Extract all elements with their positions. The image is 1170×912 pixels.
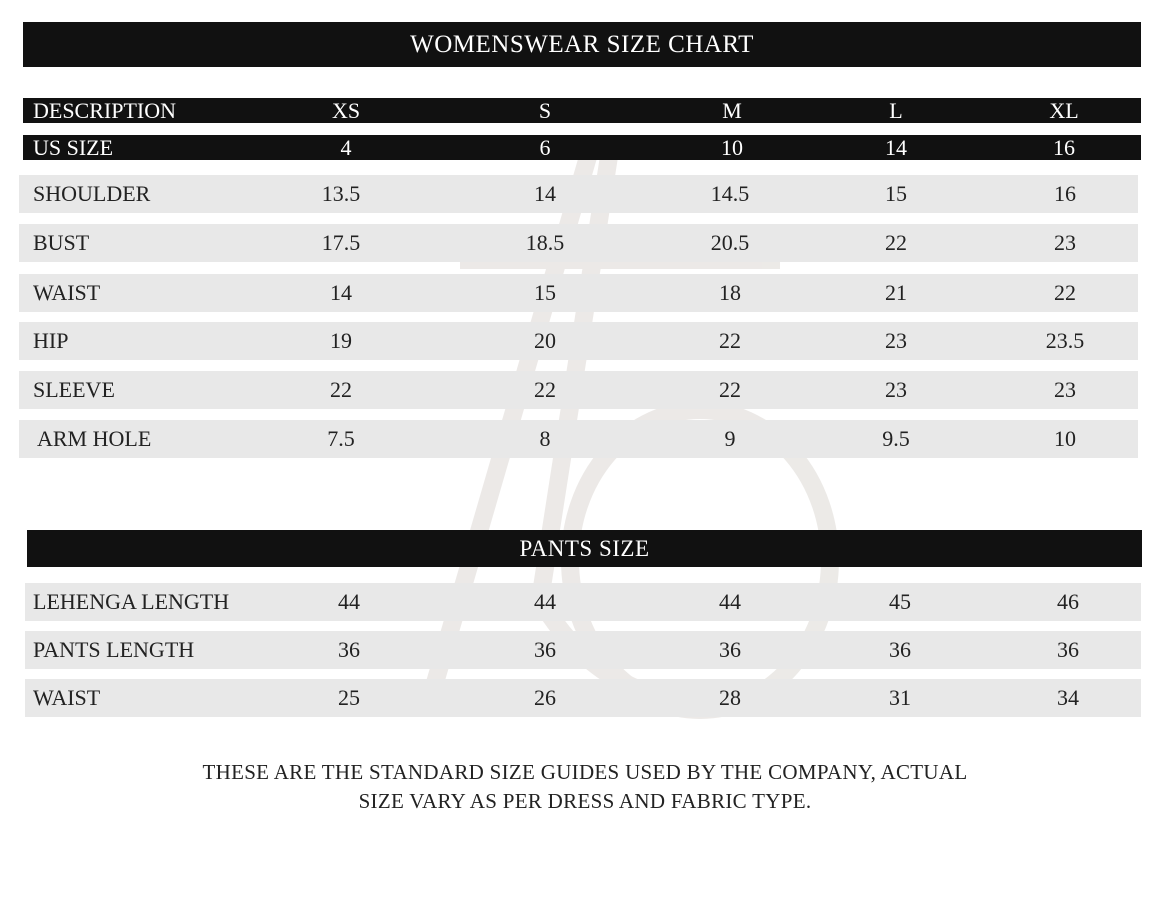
size-header-row bbox=[23, 98, 1141, 123]
pants-row-pants-length bbox=[25, 631, 1141, 669]
size-header-m: M bbox=[722, 97, 742, 123]
row-value: 46 bbox=[1057, 589, 1079, 614]
row-value: 14 bbox=[330, 280, 352, 305]
row-value: 34 bbox=[1057, 685, 1079, 710]
row-value: 18 bbox=[719, 280, 741, 305]
row-value: 18.5 bbox=[525, 230, 565, 255]
row-value: 9 bbox=[724, 426, 736, 451]
row-value: 31 bbox=[889, 685, 911, 710]
row-label: WAIST bbox=[33, 280, 101, 305]
measure-row-hip bbox=[19, 322, 1138, 360]
row-value: 17.5 bbox=[321, 230, 361, 255]
row-value: 22 bbox=[719, 328, 741, 353]
row-value: 28 bbox=[719, 685, 741, 710]
row-value: 36 bbox=[338, 637, 360, 662]
row-value: 23 bbox=[885, 328, 907, 353]
measure-row-shoulder bbox=[19, 175, 1138, 213]
us-size-label: US SIZE bbox=[33, 134, 114, 160]
row-value: 19 bbox=[330, 328, 352, 353]
us-size-row bbox=[23, 135, 1141, 160]
row-value: 21 bbox=[885, 280, 907, 305]
row-label: ARM HOLE bbox=[37, 426, 152, 451]
row-value: 10 bbox=[1054, 426, 1076, 451]
row-value: 22 bbox=[719, 377, 741, 402]
measure-row-bust bbox=[19, 224, 1138, 262]
row-value: 44 bbox=[338, 589, 360, 614]
us-size-s: 6 bbox=[539, 134, 551, 160]
row-label: SLEEVE bbox=[33, 377, 115, 402]
row-value: 20 bbox=[534, 328, 556, 353]
row-value: 25 bbox=[338, 685, 360, 710]
row-value: 9.5 bbox=[882, 426, 910, 451]
row-value: 15 bbox=[885, 181, 907, 206]
row-value: 36 bbox=[719, 637, 741, 662]
size-header-s: S bbox=[538, 97, 552, 123]
pants-row-waist bbox=[25, 679, 1141, 717]
measure-row-arm-hole bbox=[19, 420, 1138, 458]
row-label: LEHENGA LENGTH bbox=[33, 589, 230, 614]
row-label: PANTS LENGTH bbox=[33, 637, 195, 662]
page-title: WOMENSWEAR SIZE CHART bbox=[410, 31, 754, 58]
us-size-l: 14 bbox=[885, 134, 907, 160]
pants-banner bbox=[27, 530, 1142, 567]
us-size-xl: 16 bbox=[1053, 134, 1075, 160]
title-banner bbox=[23, 22, 1141, 67]
row-value: 22 bbox=[330, 377, 352, 402]
footer-note bbox=[0, 758, 1170, 816]
row-value: 23 bbox=[1054, 377, 1076, 402]
row-value: 16 bbox=[1054, 181, 1076, 206]
size-header-l: L bbox=[889, 97, 903, 123]
row-value: 22 bbox=[1054, 280, 1076, 305]
row-label: SHOULDER bbox=[33, 181, 151, 206]
footer-note-line-1: THESE ARE THE STANDARD SIZE GUIDES USED BY THE COMPANY, ACTUAL bbox=[202, 760, 968, 784]
footer-note-line-2: SIZE VARY AS PER DRESS AND FABRIC TYPE. bbox=[358, 789, 812, 813]
row-label: HIP bbox=[33, 328, 69, 353]
row-value: 8 bbox=[539, 426, 551, 451]
row-label: BUST bbox=[33, 230, 90, 255]
row-value: 44 bbox=[534, 589, 556, 614]
row-value: 20.5 bbox=[710, 230, 750, 255]
us-size-xs: 4 bbox=[340, 134, 352, 160]
row-label: WAIST bbox=[33, 685, 101, 710]
row-value: 15 bbox=[534, 280, 556, 305]
row-value: 44 bbox=[719, 589, 741, 614]
row-value: 14.5 bbox=[710, 181, 750, 206]
row-value: 26 bbox=[534, 685, 556, 710]
row-value: 45 bbox=[889, 589, 911, 614]
us-size-m: 10 bbox=[721, 134, 743, 160]
row-value: 13.5 bbox=[321, 181, 361, 206]
row-value: 23 bbox=[1054, 230, 1076, 255]
pants-title: PANTS SIZE bbox=[519, 536, 650, 561]
row-value: 22 bbox=[534, 377, 556, 402]
row-value: 36 bbox=[889, 637, 911, 662]
measure-row-waist bbox=[19, 274, 1138, 312]
description-header: DESCRIPTION bbox=[33, 97, 177, 123]
row-value: 36 bbox=[534, 637, 556, 662]
row-value: 14 bbox=[534, 181, 556, 206]
measure-row-sleeve bbox=[19, 371, 1138, 409]
size-header-xl: XL bbox=[1049, 97, 1079, 123]
row-value: 23.5 bbox=[1045, 328, 1085, 353]
row-value: 23 bbox=[885, 377, 907, 402]
pants-row-lehenga-length bbox=[25, 583, 1141, 621]
size-header-xs: XS bbox=[331, 97, 361, 123]
row-value: 7.5 bbox=[327, 426, 355, 451]
row-value: 36 bbox=[1057, 637, 1079, 662]
row-value: 22 bbox=[885, 230, 907, 255]
